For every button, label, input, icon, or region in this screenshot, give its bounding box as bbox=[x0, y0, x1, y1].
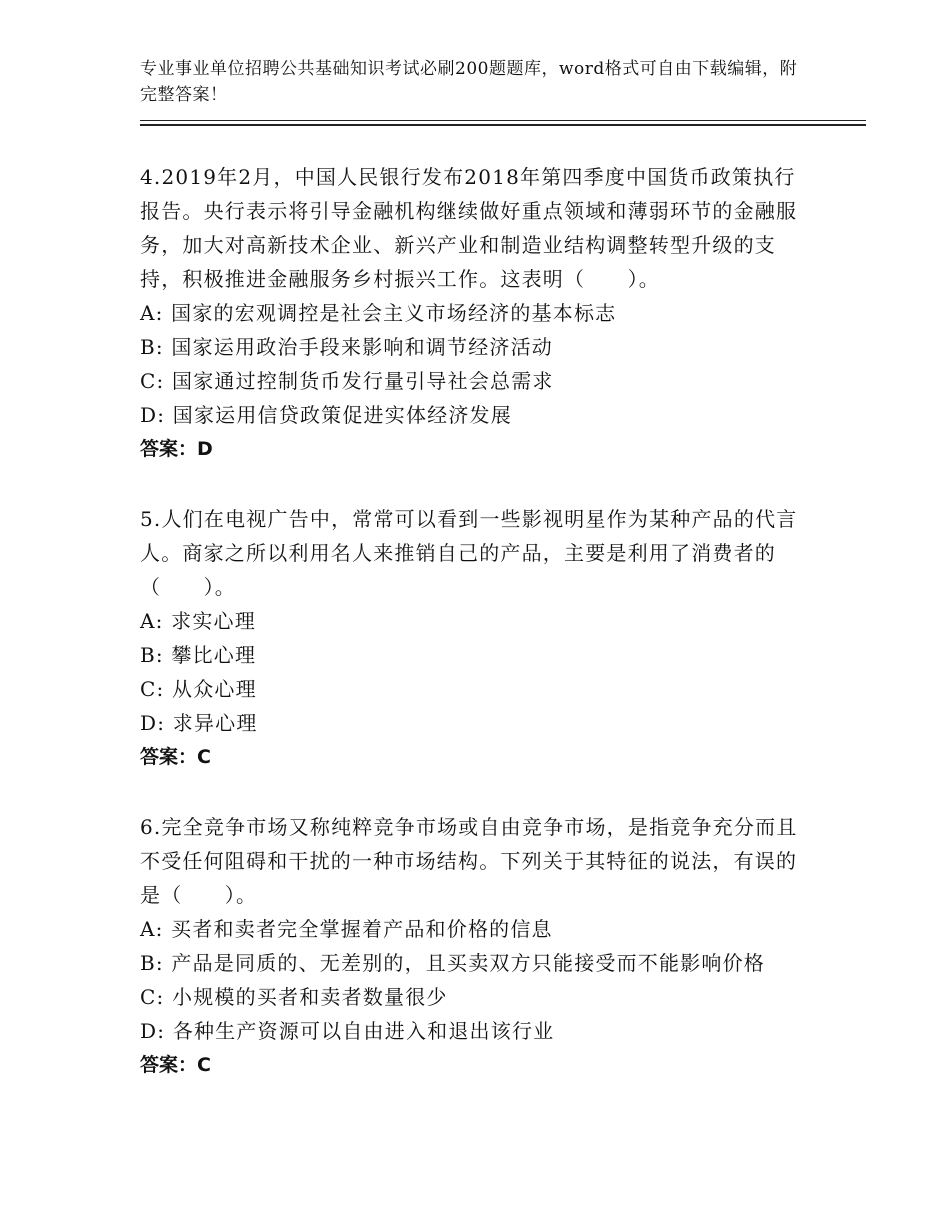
option-key: D: bbox=[140, 1019, 166, 1043]
document-header: 专业事业单位招聘公共基础知识考试必刷200题题库，word格式可自由下载编辑，附完整答案！ bbox=[140, 59, 798, 105]
option-text: 国家运用政治手段来影响和调节经济活动 bbox=[171, 335, 554, 359]
option-key: A: bbox=[140, 917, 164, 941]
option-key: A: bbox=[140, 301, 164, 325]
header-divider-thick bbox=[140, 124, 866, 126]
option-b bbox=[140, 330, 810, 364]
option-text: 求实心理 bbox=[171, 609, 256, 633]
option-c bbox=[140, 672, 810, 706]
option-key: C: bbox=[140, 677, 165, 701]
option-key: A: bbox=[140, 609, 164, 633]
option-b bbox=[140, 638, 810, 672]
answer-label: 答案：D bbox=[140, 438, 213, 460]
option-d bbox=[140, 398, 810, 432]
option-c bbox=[140, 980, 810, 1014]
option-key: D: bbox=[140, 711, 166, 735]
question-stem: 4.2019年2月，中国人民银行发布2018年第四季度中国货币政策执行报告。央行表示将引导金融机构继续做好重点领域和薄弱环节的金融服务，加大对高新技术企业、新兴产业和制造业结构调整转型升级的支持，积极推进金融服务乡村振兴工作。这表明（ ）。 bbox=[140, 165, 798, 291]
option-key: C: bbox=[140, 985, 165, 1009]
answer-label: 答案：C bbox=[140, 1054, 211, 1076]
question-4 bbox=[140, 160, 810, 466]
option-key: B: bbox=[140, 951, 164, 975]
option-d bbox=[140, 1014, 810, 1048]
header-divider-thin bbox=[140, 120, 866, 121]
option-a bbox=[140, 296, 810, 330]
option-text: 国家通过控制货币发行量引导社会总需求 bbox=[172, 369, 554, 393]
answer-label: 答案：C bbox=[140, 746, 211, 768]
option-b bbox=[140, 946, 810, 980]
option-text: 买者和卖者完全掌握着产品和价格的信息 bbox=[171, 917, 553, 941]
option-text: 求异心理 bbox=[172, 711, 258, 735]
option-d bbox=[140, 706, 810, 740]
option-key: D: bbox=[140, 403, 166, 427]
option-text: 从众心理 bbox=[172, 677, 257, 701]
option-c bbox=[140, 364, 810, 398]
option-text: 国家运用信贷政策促进实体经济发展 bbox=[172, 403, 512, 427]
question-stem: 6.完全竞争市场又称纯粹竞争市场或自由竞争市场，是指竞争充分而且不受任何阻碍和干扰的一种市场结构。下列关于其特征的说法，有误的是（ ）。 bbox=[140, 815, 798, 907]
option-key: B: bbox=[140, 643, 164, 667]
option-text: 小规模的买者和卖者数量很少 bbox=[172, 985, 448, 1009]
question-stem: 5.人们在电视广告中，常常可以看到一些影视明星作为某种产品的代言人。商家之所以利用名人来推销自己的产品，主要是利用了消费者的（ ）。 bbox=[140, 507, 798, 599]
question-6 bbox=[140, 810, 810, 1082]
option-text: 攀比心理 bbox=[171, 643, 257, 667]
option-text: 产品是同质的、无差别的，且买卖双方只能接受而不能影响价格 bbox=[171, 951, 766, 975]
option-text: 各种生产资源可以自由进入和退出该行业 bbox=[172, 1019, 555, 1043]
question-5 bbox=[140, 502, 810, 774]
option-key: C: bbox=[140, 369, 165, 393]
option-text: 国家的宏观调控是社会主义市场经济的基本标志 bbox=[171, 301, 617, 325]
option-a bbox=[140, 604, 810, 638]
option-key: B: bbox=[140, 335, 164, 359]
option-a bbox=[140, 912, 810, 946]
